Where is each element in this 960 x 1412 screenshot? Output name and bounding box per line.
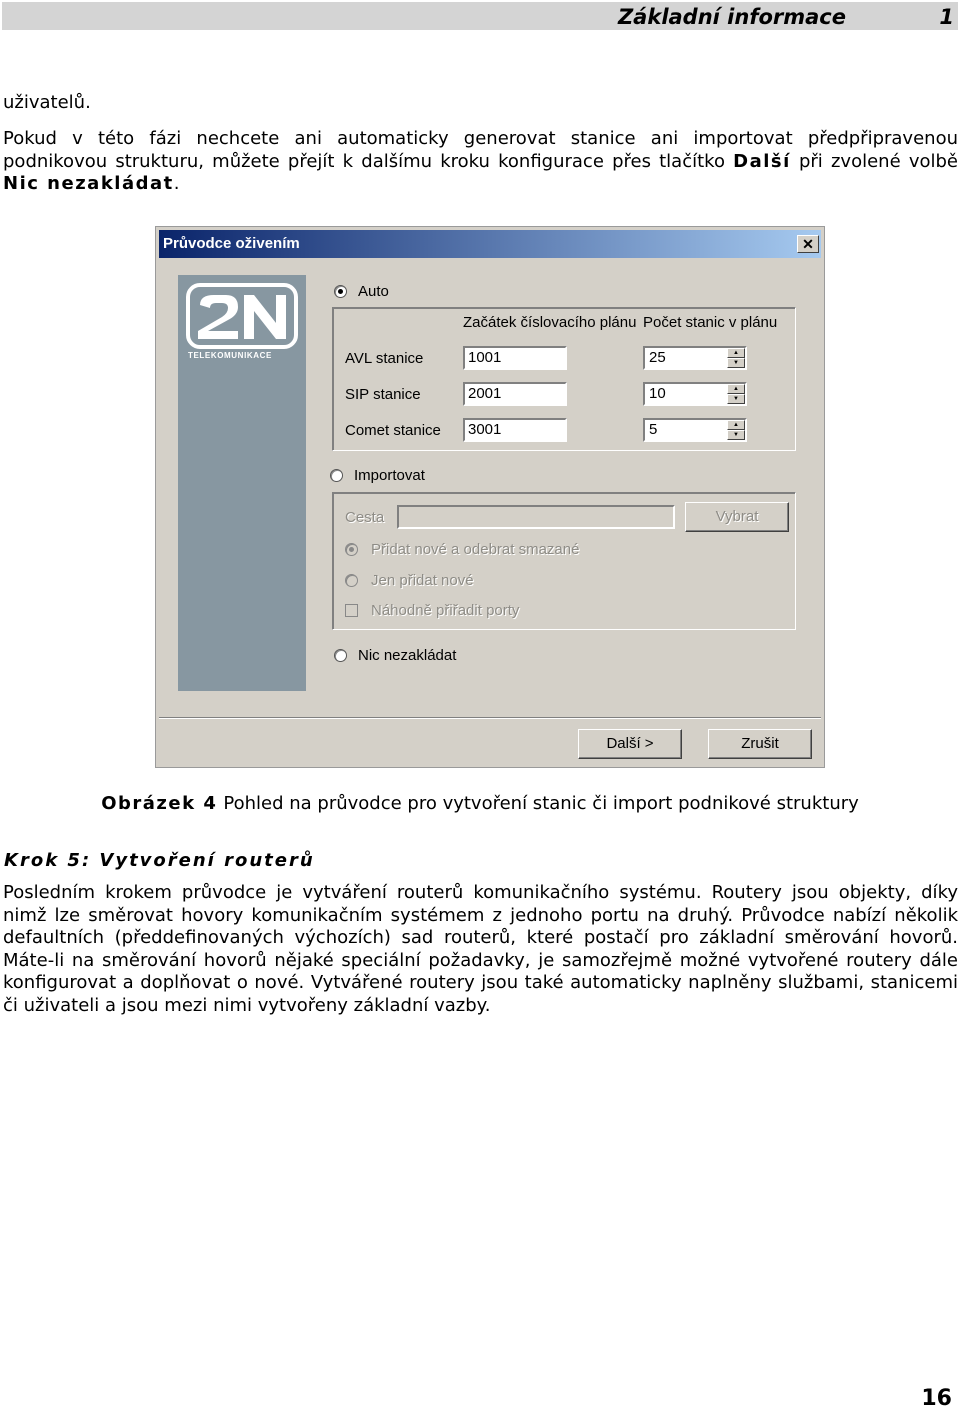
cancel-button[interactable]: Zrušit [708,729,812,759]
next-button[interactable]: Další > [578,729,682,759]
add-remove-radio[interactable] [345,543,358,556]
spin-down-icon[interactable]: ▼ [727,394,745,404]
spin-up-icon[interactable]: ▲ [727,420,745,430]
sip-label: SIP stanice [345,386,421,403]
avl-count-spinner[interactable] [643,346,747,370]
dialog-title: Průvodce oživením [163,235,300,252]
p2-bold-nothing: Nic nezakládat [3,173,174,195]
spin-down-icon[interactable]: ▼ [727,430,745,440]
auto-label: Auto [358,283,389,300]
sip-count-value: 10 [649,385,666,402]
nothing-radio[interactable] [334,649,347,662]
auto-group [332,307,796,451]
p2-text-1: Pokud v této fázi nechcete ani automaticky generovat stanice ani importovat předpřipravenou podnikovou strukturu, můžete přejít k dalšímu kroku konfigurace přes tlačítko [3,128,958,172]
avl-count-value: 25 [649,349,666,366]
chapter-number: 1 [939,5,954,29]
auto-radio[interactable] [334,285,347,298]
import-radio[interactable] [330,469,343,482]
paragraph-1: uživatelů. [3,92,91,113]
dialog-titlebar [159,230,821,258]
comet-start-input[interactable]: 3001 [463,418,567,442]
button-separator [159,717,821,719]
page-number: 16 [921,1386,952,1411]
random-ports-label: Náhodně přiřadit porty [371,602,520,619]
paragraph-2 [3,128,958,196]
comet-label: Comet stanice [345,422,441,439]
comet-count-value: 5 [649,421,658,438]
section-title: Krok 5: Vytvoření routerů [4,850,315,871]
header-title: Základní informace [617,5,846,29]
p2-bold-next: Další [733,150,791,172]
add-remove-label: Přidat nové a odebrat smazané [371,541,580,558]
import-group [332,492,796,630]
spin-down-icon[interactable]: ▼ [727,358,745,368]
paragraph-3: Posledním krokem průvodce je vytváření routerů komunikačního systému. Routery jsou objekty, díky nimž lze směrovat hovory komunikačním systémem z jednoho portu na druhý. Průvodce nabízí několik defaultních (předdefinovaných výchozích) sad routerů, které postačí pro základní směrování hovorů. Máte-li na směrování hovorů nějaké speciální požadavky, je samozřejmě možné vytvořené routery dále konfigurovat a doplňovat o nové. Vytvářené routery jsou také automaticky naplněny službami, stanicemi či uživateli a jsou mezi nimi vytvořeny základní vazby. [3,882,958,1016]
comet-count-spinner[interactable] [643,418,747,442]
column-count-header: Počet stanic v plánu [643,314,778,331]
sip-count-spinner[interactable] [643,382,747,406]
logo-panel [178,275,306,691]
path-label: Cesta [345,509,385,526]
close-icon: ✕ [802,236,814,252]
add-only-radio[interactable] [345,574,358,587]
logo-subtitle: TELEKOMUNIKACE [188,351,272,360]
wizard-dialog [155,226,825,768]
sip-start-input[interactable]: 2001 [463,382,567,406]
close-button[interactable] [797,235,819,253]
figure-caption [0,793,960,814]
spin-up-icon[interactable]: ▲ [727,384,745,394]
figure-number: Obrázek 4 [101,793,218,814]
nothing-label: Nic nezakládat [358,647,457,664]
p2-text-2: při zvolené volbě [790,150,958,172]
add-only-label: Jen přidat nové [371,572,474,589]
import-label: Importovat [354,467,425,484]
choose-button[interactable]: Vybrat [685,502,789,532]
path-input[interactable] [397,505,675,529]
column-start-header: Začátek číslovacího plánu [463,314,637,331]
p2-text-3: . [173,173,180,195]
2n-logo-icon [186,283,298,353]
avl-start-input[interactable]: 1001 [463,346,567,370]
random-ports-checkbox[interactable] [345,604,358,617]
page-header [2,2,958,30]
figure-caption-text: Pohled na průvodce pro vytvoření stanic či import podnikové struktury [223,793,859,814]
spin-up-icon[interactable]: ▲ [727,348,745,358]
avl-label: AVL stanice [345,350,424,367]
